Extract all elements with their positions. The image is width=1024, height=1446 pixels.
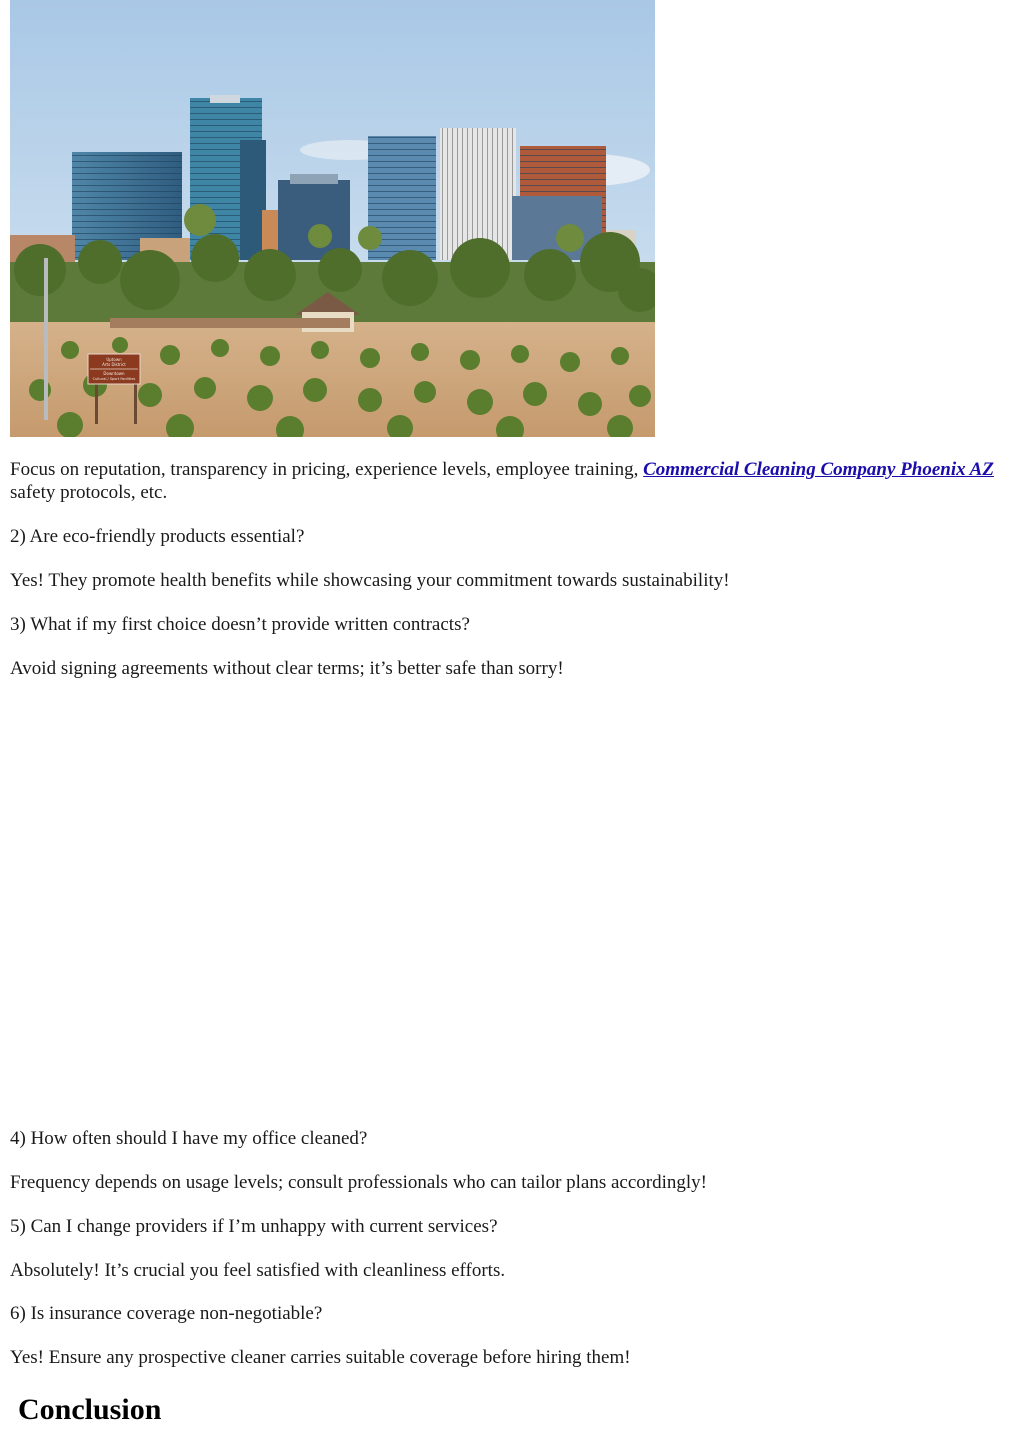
city-skyline-photo xyxy=(10,0,655,437)
sign-line-3: Downtown xyxy=(103,371,125,376)
sign-line-1: Uptown xyxy=(106,357,122,362)
faq-question-6: 6) Is insurance coverage non-negotiable? xyxy=(10,1303,323,1324)
sign-line-2: Arts District xyxy=(102,362,126,367)
faq-question-5: 5) Can I change providers if I’m unhappy with current services? xyxy=(10,1216,498,1237)
faq-answer-6: Yes! Ensure any prospective cleaner carries suitable coverage before hiring them! xyxy=(10,1347,631,1368)
intro-text-after: safety protocols, etc. xyxy=(10,482,168,503)
faq-answer-2: Yes! They promote health benefits while showcasing your commitment towards sustainability! xyxy=(10,570,730,591)
commercial-cleaning-link[interactable]: Commercial Cleaning Company Phoenix AZ xyxy=(643,459,994,480)
conclusion-heading: Conclusion xyxy=(18,1393,162,1426)
faq-question-3: 3) What if my first choice doesn’t provide written contracts? xyxy=(10,614,470,635)
sign-line-4: Cultural / Sport Facilities xyxy=(92,377,136,381)
faq-answer-4: Frequency depends on usage levels; consult professionals who can tailor plans accordingly! xyxy=(10,1172,708,1193)
faq-question-4: 4) How often should I have my office cleaned? xyxy=(10,1128,368,1149)
faq-question-2: 2) Are eco-friendly products essential? xyxy=(10,526,305,547)
intro-paragraph xyxy=(10,458,1000,504)
faq-answer-3: Avoid signing agreements without clear terms; it’s better safe than sorry! xyxy=(10,658,564,679)
intro-text-before: Focus on reputation, transparency in pricing, experience levels, employee training, xyxy=(10,459,644,480)
faq-answer-5: Absolutely! It’s crucial you feel satisfied with cleanliness efforts. xyxy=(10,1260,506,1281)
